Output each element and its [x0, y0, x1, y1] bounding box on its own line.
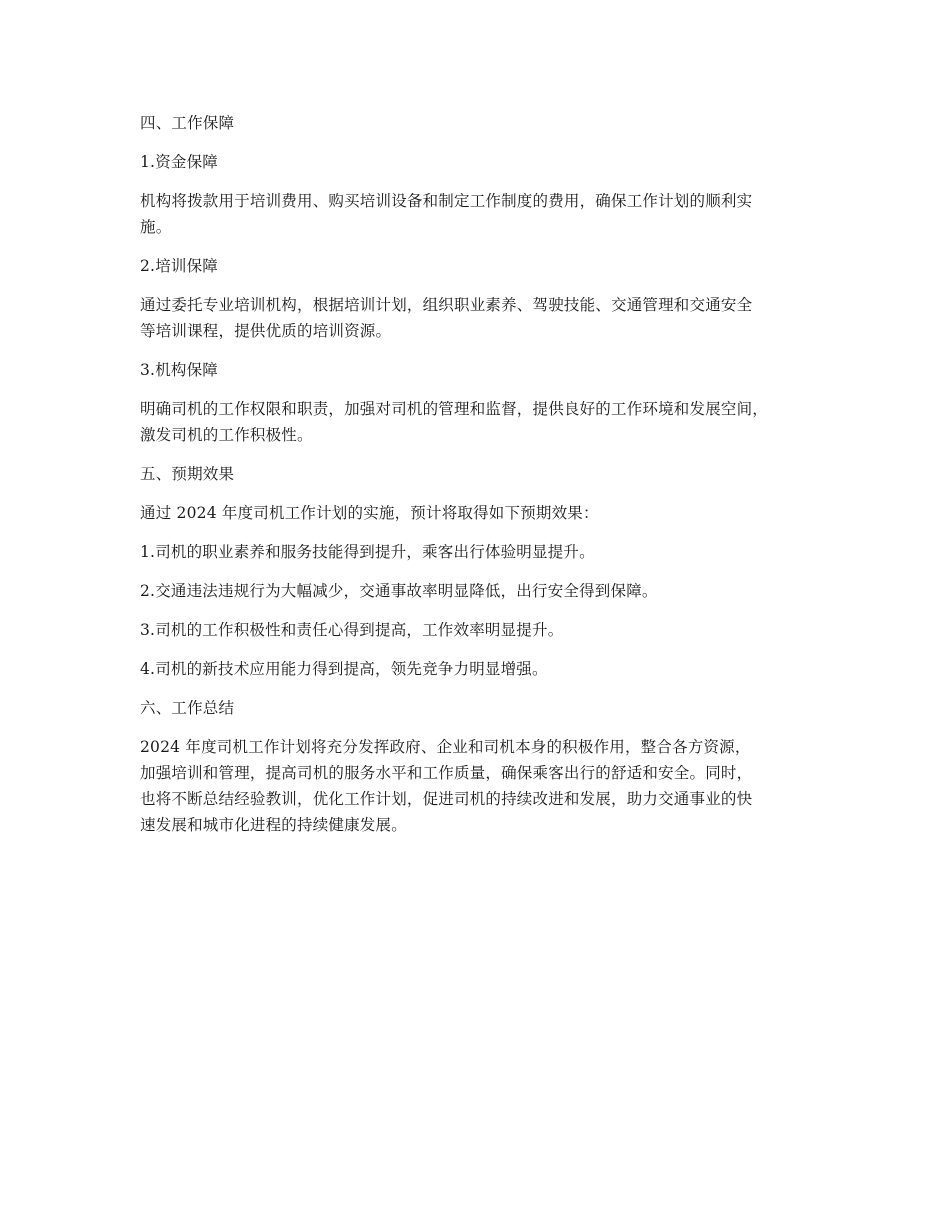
section-heading-expected-effects: 五、预期效果 [140, 465, 235, 483]
text-line: 通过委托专业培训机构，根据培训计划，组织职业素养、驾驶技能、交通管理和交通安全 [140, 296, 753, 314]
expected-effect-item: 1.司机的职业素养和服务技能得到提升，乘客出行体验明显提升。 [140, 543, 595, 561]
section-heading-work-summary: 六、工作总结 [140, 699, 235, 717]
expected-effect-item: 4.司机的新技术应用能力得到提高，领先竞争力明显增强。 [140, 660, 548, 678]
paragraph-expected-intro: 通过 2024 年度司机工作计划的实施，预计将取得如下预期效果： [140, 504, 599, 522]
text-line: 2024 年度司机工作计划将充分发挥政府、企业和司机本身的积极作用，整合各方资源， [140, 738, 751, 756]
text-line: 等培训课程，提供优质的培训资源。 [140, 322, 392, 340]
paragraph-training-guarantee [140, 292, 830, 344]
subheading-institution-guarantee: 3.机构保障 [140, 361, 218, 379]
text-line: 速发展和城市化进程的持续健康发展。 [140, 816, 407, 834]
text-line: 激发司机的工作积极性。 [140, 426, 313, 444]
subheading-training-guarantee: 2.培训保障 [140, 257, 218, 275]
text-line: 加强培训和管理，提高司机的服务水平和工作质量，确保乘客出行的舒适和安全。同时， [140, 764, 753, 782]
expected-effect-item: 3.司机的工作积极性和责任心得到提高，工作效率明显提升。 [140, 621, 564, 639]
text-line: 机构将拨款用于培训费用、购买培训设备和制定工作制度的费用，确保工作计划的顺利实 [140, 192, 753, 210]
expected-effect-item: 2.交通违法违规行为大幅减少，交通事故率明显降低，出行安全得到保障。 [140, 582, 658, 600]
document-body [140, 110, 830, 851]
text-line: 施。 [140, 218, 172, 236]
text-line: 明确司机的工作权限和职责，加强对司机的管理和监督，提供良好的工作环境和发展空间， [140, 400, 769, 418]
paragraph-institution-guarantee [140, 396, 830, 448]
subheading-funding-guarantee: 1.资金保障 [140, 153, 218, 171]
paragraph-work-summary [140, 734, 830, 838]
section-heading-work-guarantee: 四、工作保障 [140, 114, 235, 132]
text-line: 也将不断总结经验教训，优化工作计划，促进司机的持续改进和发展，助力交通事业的快 [140, 790, 753, 808]
paragraph-funding-guarantee [140, 188, 830, 240]
